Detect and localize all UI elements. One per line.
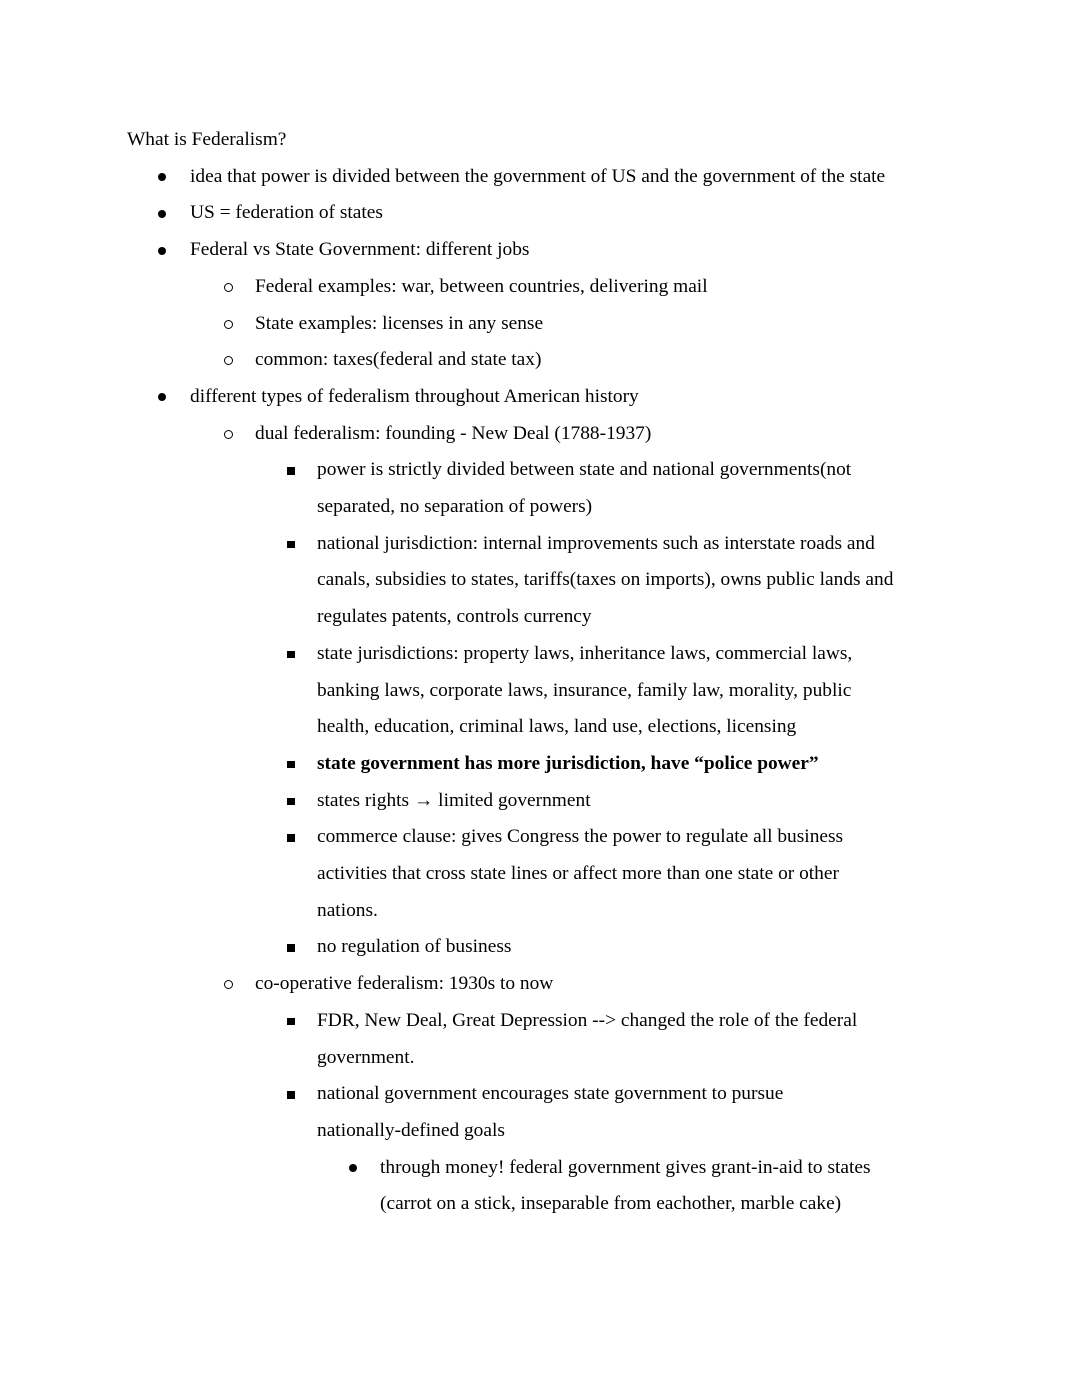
list-item-text: national government encourages state government to pursue [317, 1083, 784, 1105]
bullet-square-icon [287, 944, 295, 952]
bullet-disc-icon [158, 247, 166, 255]
list-item [127, 416, 957, 453]
list-item-text: Federal examples: war, between countries, delivering mail [255, 275, 708, 297]
bullet-disc-icon [158, 393, 166, 401]
list-item [127, 1003, 957, 1076]
list-item [127, 269, 957, 306]
list-item [127, 1076, 957, 1149]
bullet-circle-icon [224, 320, 233, 329]
bullet-square-icon [287, 761, 295, 769]
list-item-text: Federal vs State Government: different jobs [190, 239, 530, 261]
list-item-text: power is strictly divided between state and national governments(not [317, 459, 852, 481]
document-content [127, 122, 957, 1223]
list-item-text: national jurisdiction: internal improvements such as interstate roads and [317, 532, 875, 554]
list-item [127, 159, 957, 196]
bullet-square-icon [287, 651, 295, 659]
list-item-text: dual federalism: founding - New Deal (1788-1937) [255, 422, 652, 444]
list-item [127, 783, 957, 820]
list-item-text: FDR, New Deal, Great Depression --> changed the role of the federal [317, 1009, 858, 1031]
bullet-circle-icon [224, 980, 233, 989]
bullet-square-icon [287, 467, 295, 475]
bullet-circle-icon [224, 430, 233, 439]
bullet-square-icon [287, 541, 295, 549]
bullet-disc-icon [158, 173, 166, 181]
list-item [127, 379, 957, 416]
bullet-disc-icon [158, 210, 166, 218]
list-item [127, 1150, 957, 1223]
page-title [127, 122, 957, 159]
list-item-text: different types of federalism throughout American history [190, 385, 639, 407]
bullet-circle-icon [224, 283, 233, 292]
list-item-text: no regulation of business [317, 936, 512, 958]
list-item [127, 819, 957, 929]
bullet-square-icon [287, 1018, 295, 1026]
bullet-circle-icon [224, 356, 233, 365]
list-item [127, 636, 957, 746]
list-item-text: government. [317, 1046, 415, 1068]
list-item-text: health, education, criminal laws, land use, elections, licensing [317, 716, 797, 738]
list-item [127, 452, 957, 525]
list-item [127, 342, 957, 379]
list-item-text: banking laws, corporate laws, insurance, family law, morality, public [317, 679, 852, 701]
list-item [127, 746, 957, 783]
list-item-text: idea that power is divided between the government of US and the government of the state [190, 165, 886, 187]
list-item-text: US = federation of states [190, 202, 383, 224]
list-item [127, 929, 957, 966]
list-item [127, 966, 957, 1003]
list-item [127, 232, 957, 269]
list-item-text: canals, subsidies to states, tariffs(taxes on imports), owns public lands and [317, 569, 894, 591]
heading-text: What is Federalism? [127, 129, 287, 150]
bullet-square-icon [287, 1091, 295, 1099]
list-item-text: separated, no separation of powers) [317, 496, 593, 518]
list-item-text: common: taxes(federal and state tax) [255, 349, 542, 371]
list-item-text: regulates patents, controls currency [317, 606, 592, 628]
list-item [127, 526, 957, 636]
list-item-text: co-operative federalism: 1930s to now [255, 973, 554, 995]
list-item-text: nationally-defined goals [317, 1119, 505, 1141]
list-item-text: commerce clause: gives Congress the power to regulate all business [317, 826, 844, 848]
list-item-text: through money! federal government gives grant-in-aid to states [380, 1156, 871, 1178]
list-item-text: state government has more jurisdiction, have “police power” [317, 752, 819, 774]
list-item-text: State examples: licenses in any sense [255, 312, 544, 334]
list-item-text: state jurisdictions: property laws, inheritance laws, commercial laws, [317, 642, 853, 664]
list-item-text: activities that cross state lines or affect more than one state or other [317, 863, 839, 885]
list-item [127, 306, 957, 343]
bullet-disc-icon [349, 1164, 357, 1172]
bullet-square-icon [287, 798, 295, 806]
list-item-text: (carrot on a stick, inseparable from eachother, marble cake) [380, 1193, 842, 1215]
list-item [127, 195, 957, 232]
list-item-text: states rights → limited government [317, 789, 591, 811]
bullet-square-icon [287, 834, 295, 842]
list-item-text: nations. [317, 899, 378, 921]
